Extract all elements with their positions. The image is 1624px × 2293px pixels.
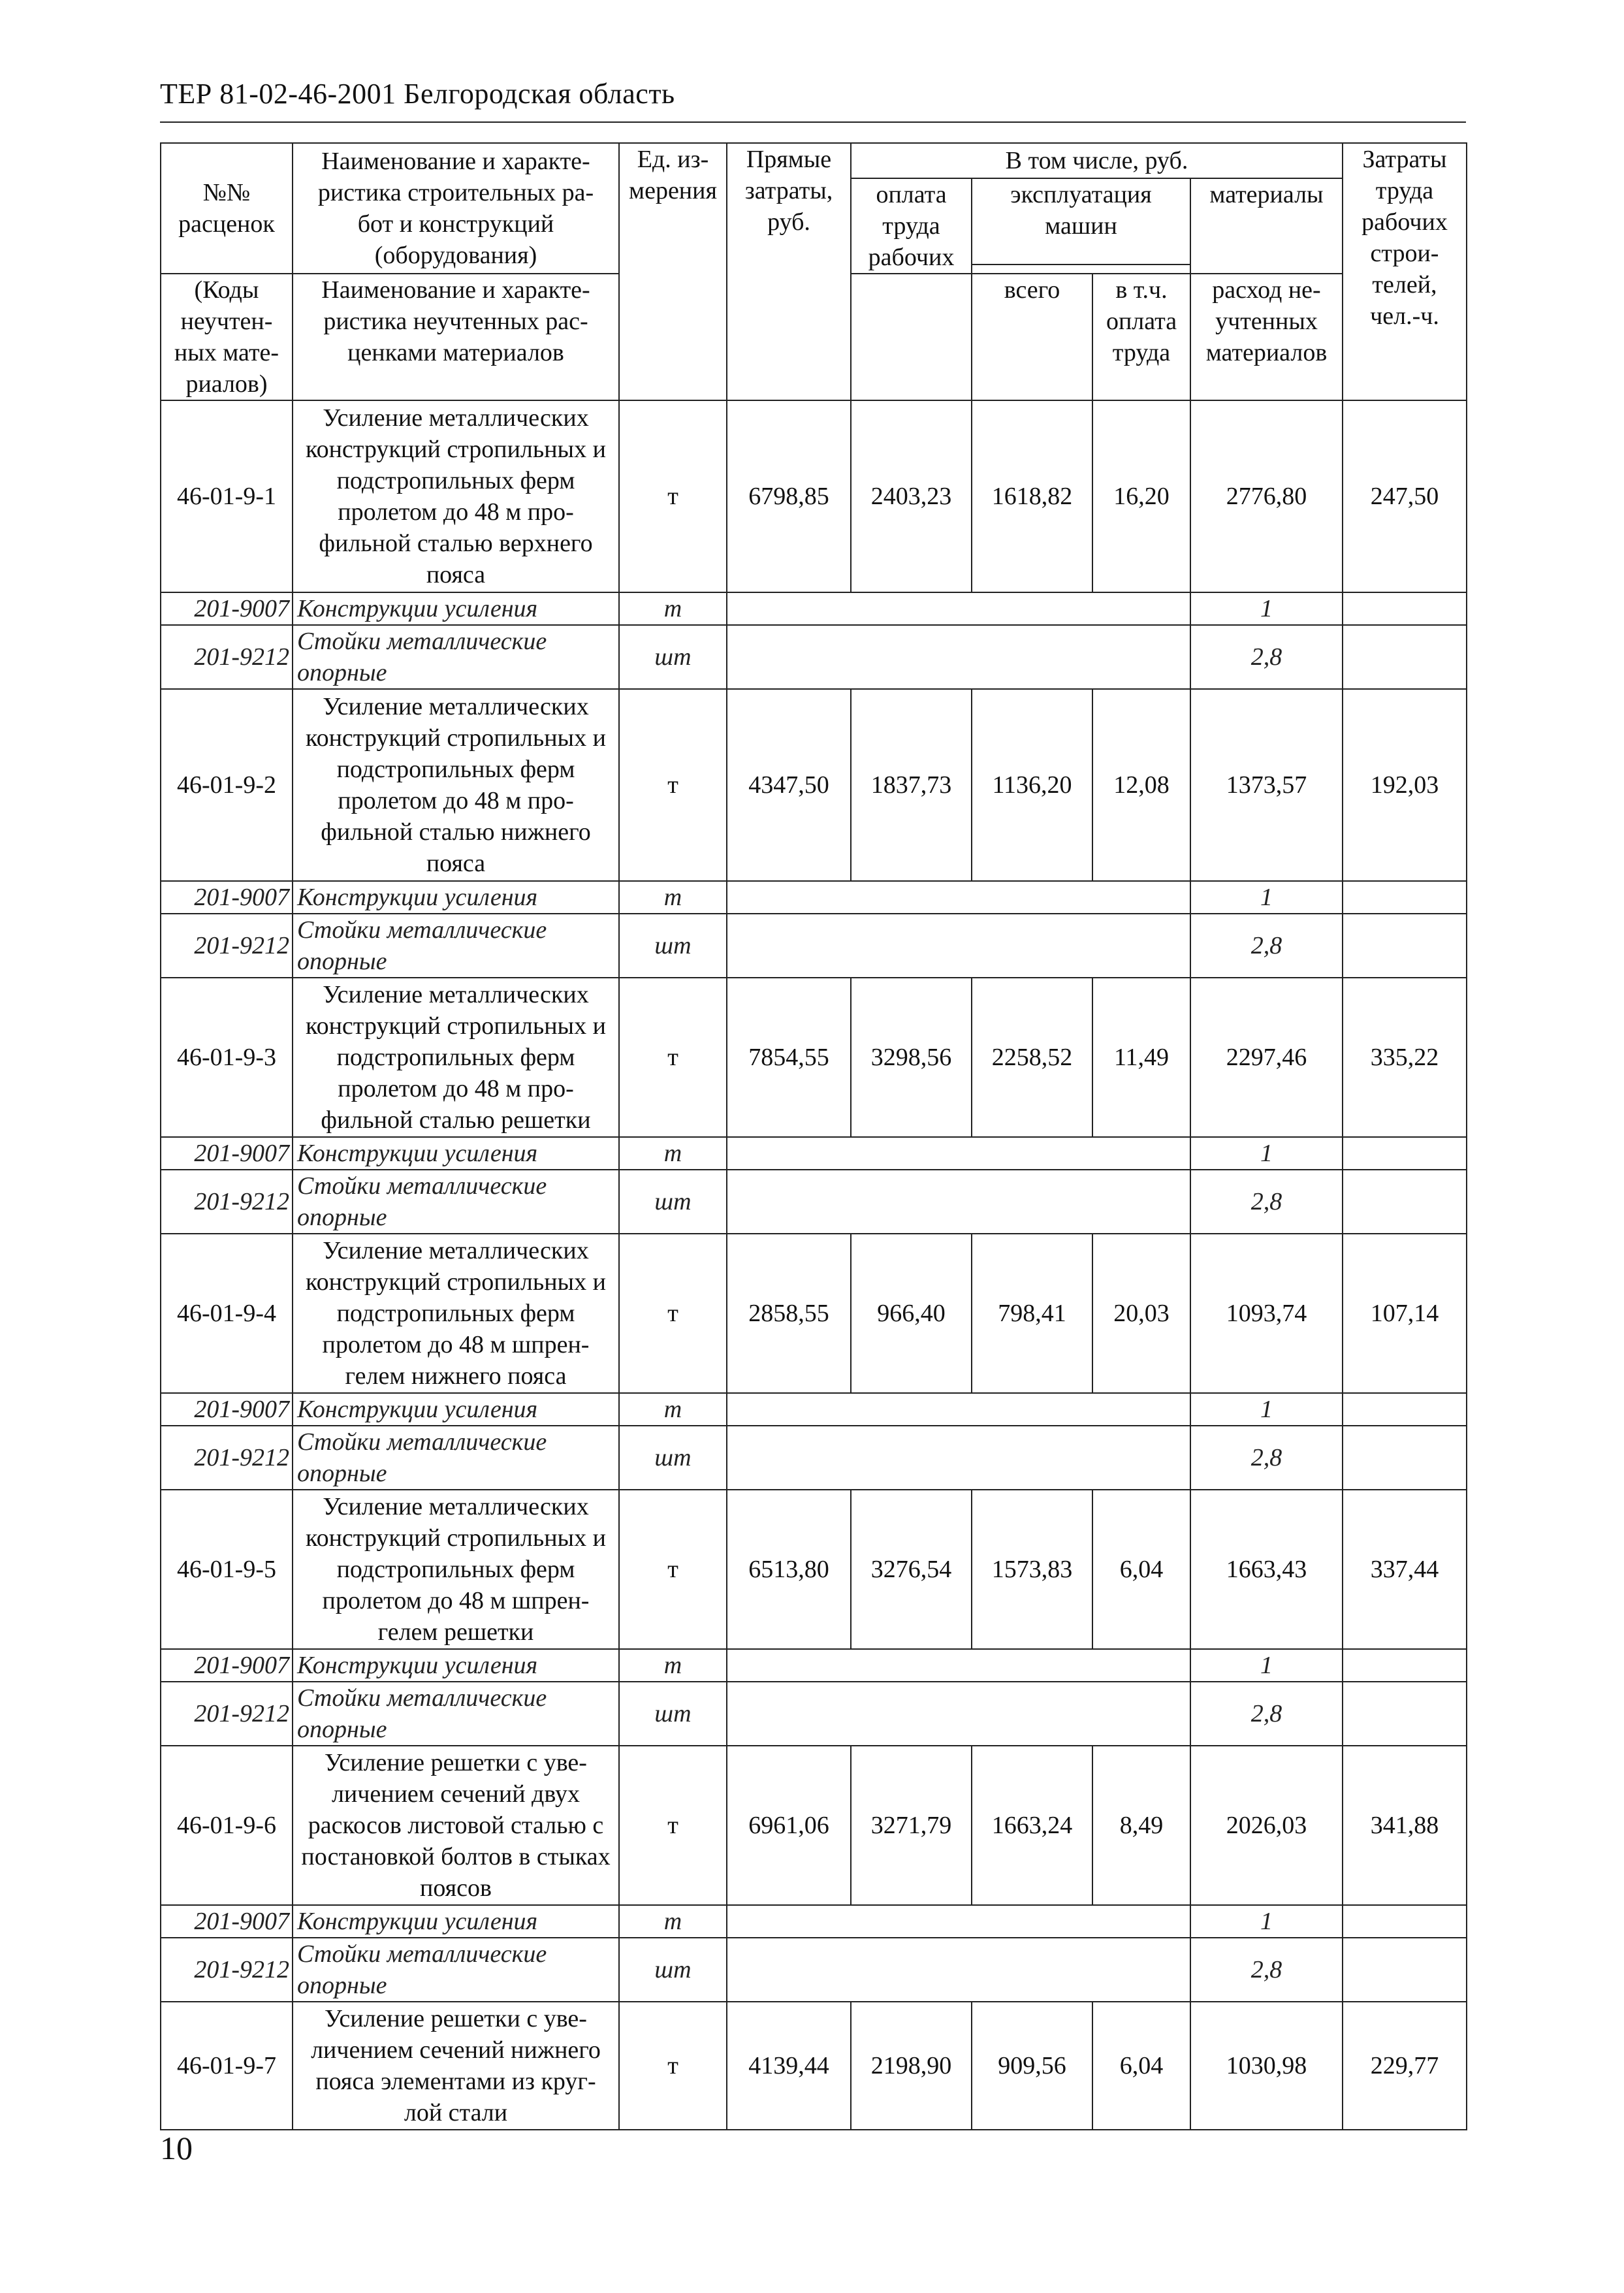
material-row [161, 592, 1467, 625]
material-name: Конструкции усиления [293, 1649, 619, 1682]
rate-wage: 966,40 [851, 1234, 972, 1393]
material-qty: 2,8 [1190, 1426, 1343, 1490]
material-code: 201-9007 [161, 881, 293, 914]
material-row [161, 1682, 1467, 1746]
material-labor-blank [1343, 1938, 1467, 2002]
rate-labor: 192,03 [1343, 689, 1467, 881]
rate-machines-total: 798,41 [972, 1234, 1092, 1393]
material-code: 201-9007 [161, 1137, 293, 1170]
material-unit: т [619, 881, 727, 914]
rate-unit: т [619, 689, 727, 881]
rate-machines-wage: 11,49 [1092, 978, 1190, 1137]
material-row [161, 1137, 1467, 1170]
material-unit: т [619, 592, 727, 625]
rate-machines-wage: 16,20 [1092, 400, 1190, 592]
material-name: Стойки металлические опорные [293, 914, 619, 978]
material-code: 201-9212 [161, 1938, 293, 2002]
material-row [161, 1905, 1467, 1938]
material-unit: т [619, 1905, 727, 1938]
col-header-wage: оплата труда рабочих [851, 178, 972, 274]
material-labor-blank [1343, 914, 1467, 978]
material-row [161, 914, 1467, 978]
material-qty: 1 [1190, 1905, 1343, 1938]
col-header-labor: Затраты труда рабочих строи- телей, чел.-ч. [1343, 143, 1467, 400]
col-header-incl: В том числе, руб. [851, 143, 1343, 178]
rate-labor: 335,22 [1343, 978, 1467, 1137]
rate-name: Усиление металлических конструкций стропильных и подстропильных ферм пролетом до 48 м про- фильной сталью решетки [293, 978, 619, 1137]
rate-materials: 1373,57 [1190, 689, 1343, 881]
rate-materials: 2297,46 [1190, 978, 1343, 1137]
material-blank [727, 1137, 1190, 1170]
material-blank [727, 592, 1190, 625]
rate-machines-wage: 20,03 [1092, 1234, 1190, 1393]
rates-table [160, 142, 1467, 2130]
rate-labor: 247,50 [1343, 400, 1467, 592]
material-unit: шт [619, 914, 727, 978]
rate-wage: 3276,54 [851, 1490, 972, 1649]
material-row [161, 1393, 1467, 1426]
rate-direct-cost: 6961,06 [727, 1746, 851, 1905]
rate-materials: 1030,98 [1190, 2002, 1343, 2130]
material-labor-blank [1343, 881, 1467, 914]
material-blank [727, 1905, 1190, 1938]
rate-wage: 2403,23 [851, 400, 972, 592]
document-header: ТЕР 81-02-46-2001 Белгородская область [160, 78, 675, 110]
rate-code: 46-01-9-2 [161, 689, 293, 881]
material-qty: 2,8 [1190, 1682, 1343, 1746]
rate-machines-total: 1618,82 [972, 400, 1092, 592]
rate-name: Усиление металлических конструкций стропильных и подстропильных ферм пролетом до 48 м шпрен- гелем нижнего пояса [293, 1234, 619, 1393]
material-name: Стойки металлические опорные [293, 1426, 619, 1490]
rate-materials: 1093,74 [1190, 1234, 1343, 1393]
material-qty: 1 [1190, 881, 1343, 914]
material-blank [727, 1393, 1190, 1426]
col-header-wage-lower [851, 274, 972, 400]
material-unit: шт [619, 1938, 727, 2002]
col-header-machines: эксплуатация машин [972, 178, 1190, 265]
material-unit: шт [619, 1170, 727, 1234]
material-labor-blank [1343, 1682, 1467, 1746]
rate-name: Усиление решетки с уве- личением сечений двух раскосов листовой сталью с постановкой болтов в стыках поясов [293, 1746, 619, 1905]
material-code: 201-9212 [161, 1682, 293, 1746]
material-labor-blank [1343, 1137, 1467, 1170]
rate-machines-wage: 6,04 [1092, 2002, 1190, 2130]
rate-labor: 229,77 [1343, 2002, 1467, 2130]
material-qty: 1 [1190, 592, 1343, 625]
rate-row [161, 400, 1467, 592]
material-row [161, 1649, 1467, 1682]
col-header-direct: Прямые затраты, руб. [727, 143, 851, 400]
rate-row [161, 689, 1467, 881]
rate-name: Усиление металлических конструкций стропильных и подстропильных ферм пролетом до 48 м про- фильной сталью нижнего пояса [293, 689, 619, 881]
rate-machines-total: 2258,52 [972, 978, 1092, 1137]
material-blank [727, 1938, 1190, 2002]
rate-machines-total: 1663,24 [972, 1746, 1092, 1905]
rate-labor: 107,14 [1343, 1234, 1467, 1393]
rate-code: 46-01-9-5 [161, 1490, 293, 1649]
material-qty: 2,8 [1190, 1170, 1343, 1234]
col-header-mat-name: Наименование и характе- ристика неучтенных рас- ценками материалов [293, 274, 619, 400]
material-unit: шт [619, 1682, 727, 1746]
material-row [161, 881, 1467, 914]
page-number: 10 [160, 2130, 193, 2166]
rate-direct-cost: 4139,44 [727, 2002, 851, 2130]
material-qty: 2,8 [1190, 914, 1343, 978]
col-header-consumption: расход не- учтенных материалов [1190, 274, 1343, 400]
rate-labor: 341,88 [1343, 1746, 1467, 1905]
rate-code: 46-01-9-6 [161, 1746, 293, 1905]
rate-wage: 1837,73 [851, 689, 972, 881]
material-name: Стойки металлические опорные [293, 1682, 619, 1746]
rate-machines-total: 1573,83 [972, 1490, 1092, 1649]
material-name: Конструкции усиления [293, 881, 619, 914]
material-unit: шт [619, 625, 727, 689]
col-header-unit: Ед. из- мерения [619, 143, 727, 400]
col-header-code: №№ расценок [161, 143, 293, 274]
rate-materials: 1663,43 [1190, 1490, 1343, 1649]
rate-direct-cost: 4347,50 [727, 689, 851, 881]
rate-unit: т [619, 1490, 727, 1649]
material-unit: т [619, 1649, 727, 1682]
material-code: 201-9007 [161, 592, 293, 625]
rate-row [161, 1234, 1467, 1393]
rate-row [161, 1746, 1467, 1905]
rate-direct-cost: 6513,80 [727, 1490, 851, 1649]
rate-materials: 2776,80 [1190, 400, 1343, 592]
material-qty: 1 [1190, 1649, 1343, 1682]
material-code: 201-9212 [161, 1170, 293, 1234]
material-labor-blank [1343, 1905, 1467, 1938]
material-row [161, 625, 1467, 689]
material-row [161, 1938, 1467, 2002]
col-header-name: Наименование и характе- ристика строительных ра- бот и конструкций (оборудования) [293, 143, 619, 274]
rate-row [161, 1490, 1467, 1649]
rate-machines-wage: 8,49 [1092, 1746, 1190, 1905]
material-blank [727, 1170, 1190, 1234]
material-blank [727, 1682, 1190, 1746]
rate-wage: 3298,56 [851, 978, 972, 1137]
material-blank [727, 625, 1190, 689]
material-unit: шт [619, 1426, 727, 1490]
material-row [161, 1170, 1467, 1234]
col-header-total: всего [972, 274, 1092, 400]
material-qty: 1 [1190, 1393, 1343, 1426]
material-row [161, 1426, 1467, 1490]
col-header-mat-code: (Коды неучтен- ных мате- риалов) [161, 274, 293, 400]
material-name: Стойки металлические опорные [293, 1938, 619, 2002]
rate-unit: т [619, 400, 727, 592]
material-qty: 2,8 [1190, 625, 1343, 689]
rate-row [161, 2002, 1467, 2130]
material-name: Конструкции усиления [293, 1393, 619, 1426]
material-labor-blank [1343, 1649, 1467, 1682]
material-blank [727, 914, 1190, 978]
rate-code: 46-01-9-7 [161, 2002, 293, 2130]
material-labor-blank [1343, 625, 1467, 689]
material-unit: т [619, 1393, 727, 1426]
rate-code: 46-01-9-3 [161, 978, 293, 1137]
material-name: Стойки металлические опорные [293, 625, 619, 689]
material-name: Стойки металлические опорные [293, 1170, 619, 1234]
material-code: 201-9212 [161, 914, 293, 978]
rate-machines-wage: 12,08 [1092, 689, 1190, 881]
material-code: 201-9007 [161, 1649, 293, 1682]
material-blank [727, 1426, 1190, 1490]
rate-wage: 3271,79 [851, 1746, 972, 1905]
material-qty: 2,8 [1190, 1938, 1343, 2002]
material-blank [727, 1649, 1190, 1682]
material-labor-blank [1343, 1170, 1467, 1234]
material-code: 201-9007 [161, 1393, 293, 1426]
rate-unit: т [619, 1234, 727, 1393]
rate-wage: 2198,90 [851, 2002, 972, 2130]
material-name: Конструкции усиления [293, 592, 619, 625]
rate-direct-cost: 6798,85 [727, 400, 851, 592]
rate-unit: т [619, 1746, 727, 1905]
rate-name: Усиление металлических конструкций стропильных и подстропильных ферм пролетом до 48 м про- фильной сталью верхнего пояса [293, 400, 619, 592]
material-unit: т [619, 1137, 727, 1170]
rate-direct-cost: 2858,55 [727, 1234, 851, 1393]
material-code: 201-9212 [161, 625, 293, 689]
rate-code: 46-01-9-1 [161, 400, 293, 592]
rate-machines-total: 909,56 [972, 2002, 1092, 2130]
material-labor-blank [1343, 1426, 1467, 1490]
material-blank [727, 881, 1190, 914]
rate-row [161, 978, 1467, 1137]
material-labor-blank [1343, 592, 1467, 625]
rate-name: Усиление решетки с уве- личением сечений нижнего пояса элементами из круг- лой стали [293, 2002, 619, 2130]
material-labor-blank [1343, 1393, 1467, 1426]
rate-unit: т [619, 2002, 727, 2130]
material-qty: 1 [1190, 1137, 1343, 1170]
col-header-incl-wage: в т.ч. оплата труда [1092, 274, 1190, 400]
material-name: Конструкции усиления [293, 1137, 619, 1170]
rate-name: Усиление металлических конструкций стропильных и подстропильных ферм пролетом до 48 м шпрен- гелем решетки [293, 1490, 619, 1649]
rate-direct-cost: 7854,55 [727, 978, 851, 1137]
material-name: Конструкции усиления [293, 1905, 619, 1938]
material-code: 201-9212 [161, 1426, 293, 1490]
rate-machines-wage: 6,04 [1092, 1490, 1190, 1649]
rate-code: 46-01-9-4 [161, 1234, 293, 1393]
rate-labor: 337,44 [1343, 1490, 1467, 1649]
rate-materials: 2026,03 [1190, 1746, 1343, 1905]
material-code: 201-9007 [161, 1905, 293, 1938]
rate-unit: т [619, 978, 727, 1137]
header-rule [160, 121, 1466, 123]
col-header-materials: материалы [1190, 178, 1343, 274]
rate-machines-total: 1136,20 [972, 689, 1092, 881]
